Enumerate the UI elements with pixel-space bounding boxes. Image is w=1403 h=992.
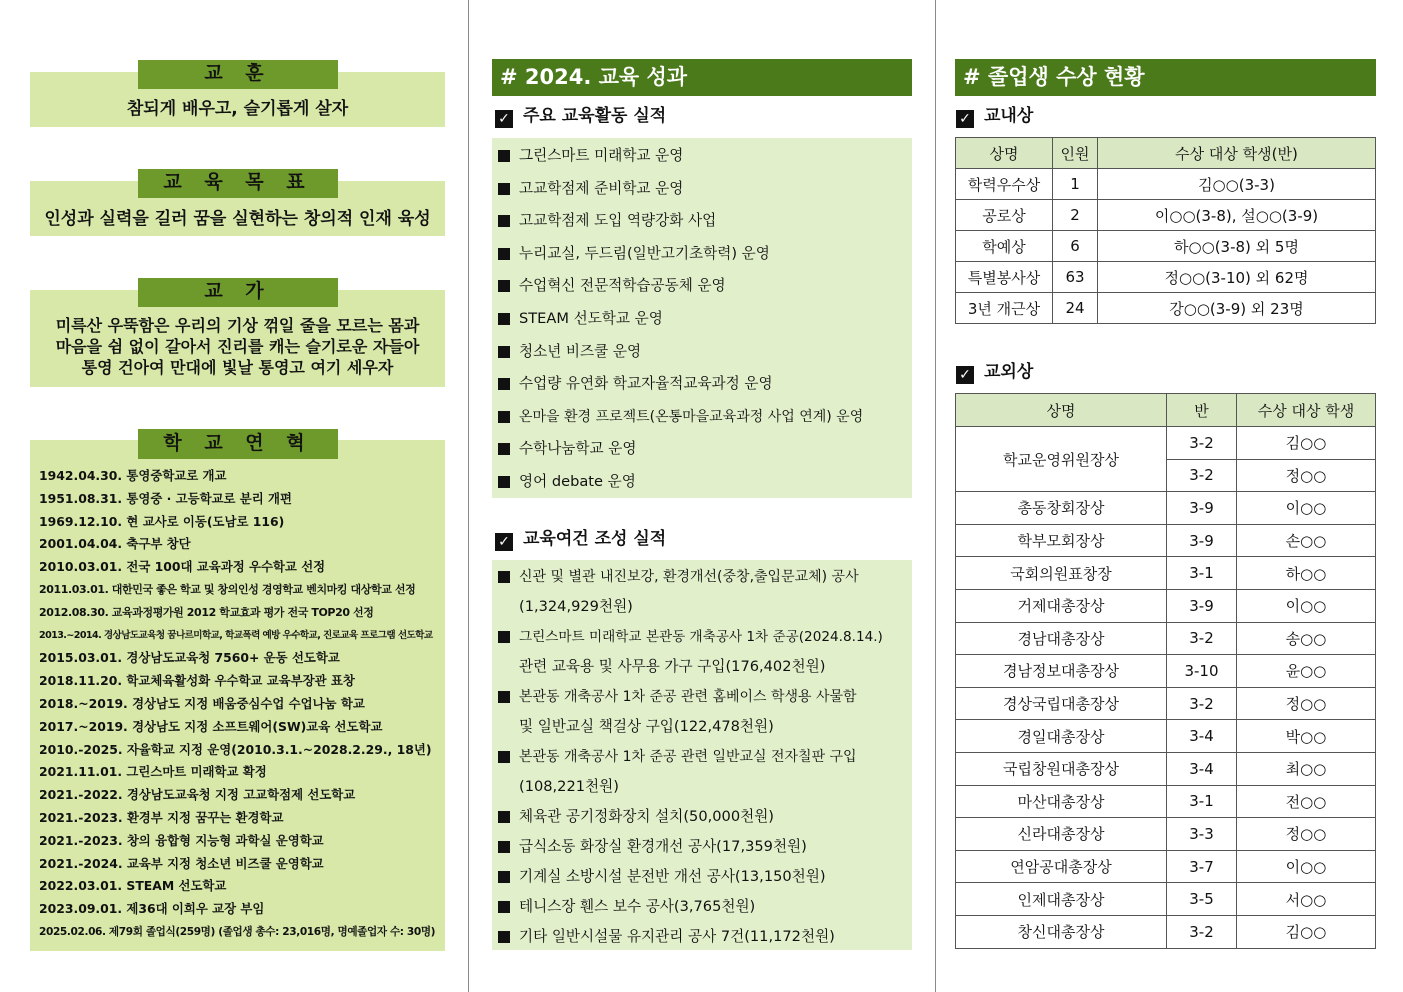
- award-student: 김○○: [1237, 427, 1376, 460]
- motto-title-label: 교 훈: [204, 62, 272, 84]
- award-class: 3-2: [1167, 427, 1237, 460]
- history-item: 2025.02.06. 제79회 졸업식(259명) (졸업생 총수: 23,016명, 명예졸업자 수: 30명): [39, 925, 436, 938]
- facility-text: 신관 및 별관 내진보강, 환경개선(중창,출입문교체) 공사: [519, 569, 859, 585]
- facility-text-cont: 관련 교육용 및 사무용 가구 구입(176,402천원): [519, 658, 826, 675]
- facility-text: 그린스마트 미래학교 본관동 개축공사 1차 준공(2024.8.14.): [519, 629, 883, 645]
- award-class: 3-2: [1167, 622, 1237, 655]
- table-row: [956, 589, 1376, 622]
- award-name: 학예상: [956, 231, 1053, 262]
- activity-text: 고교학점제 준비학교 운영: [519, 179, 684, 197]
- award-class: 3-2: [1167, 687, 1237, 720]
- list-item: [492, 308, 912, 341]
- internal-awards-subheading: [956, 104, 1033, 128]
- checkbox-icon: ✓: [495, 533, 513, 551]
- award-name: 학부모회장상: [956, 524, 1167, 557]
- award-student: 하○○: [1237, 557, 1376, 590]
- award-name: 마산대총장상: [956, 785, 1167, 818]
- award-student: 박○○: [1237, 720, 1376, 753]
- award-class: 3-4: [1167, 752, 1237, 785]
- list-item: [492, 210, 912, 243]
- award-name: 3년 개근상: [956, 293, 1053, 324]
- square-bullet-icon: [498, 443, 510, 455]
- award-students: 김○○(3-3): [1098, 169, 1376, 200]
- list-item: [492, 471, 912, 504]
- list-item: [492, 438, 912, 471]
- award-count: 24: [1053, 293, 1098, 324]
- square-bullet-icon: [498, 378, 510, 390]
- activity-text: 영어 debate 운영: [519, 472, 636, 490]
- history-item: 2021.-2024. 교육부 지정 청소년 비즈쿨 운영학교: [39, 855, 324, 871]
- internal-awards-table: [955, 137, 1376, 324]
- history-item: 2010.-2025. 자율학교 지정 운영(2010.3.1.~2028.2.29., 18년): [39, 741, 432, 757]
- list-item: [492, 892, 912, 922]
- song-title: [138, 278, 338, 307]
- table-header-row: [956, 138, 1376, 169]
- history-item: 2017.~2019. 경상남도 지정 소프트웨어(SW)교육 선도학교: [39, 718, 383, 734]
- award-student: 이○○: [1237, 589, 1376, 622]
- award-student: 정○○: [1237, 687, 1376, 720]
- activities-title: 주요 교육활동 실적: [523, 106, 667, 126]
- table-row: [956, 427, 1376, 460]
- activity-text: 그린스마트 미래학교 운영: [519, 147, 684, 164]
- award-name: 총동창회장상: [956, 492, 1167, 525]
- history-item: 2021.-2022. 경상남도교육청 지정 고교학점제 선도학교: [39, 787, 356, 803]
- award-name: 경남정보대총장상: [956, 655, 1167, 688]
- square-bullet-icon: [498, 183, 510, 195]
- facility-text: 본관동 개축공사 1차 준공 관련 일반교실 전자칠판 구입: [519, 749, 857, 765]
- activity-text: 누리교실, 두드림(일반고기초학력) 운영: [519, 244, 770, 262]
- award-count: 2: [1053, 200, 1098, 231]
- history-list: [39, 465, 443, 944]
- award-name: 경상국립대총장상: [956, 687, 1167, 720]
- goal-text: 인성과 실력을 길러 꿈을 실현하는 창의적 인재 육성: [44, 209, 431, 229]
- award-class: 3-1: [1167, 557, 1237, 590]
- history-title: [138, 429, 338, 459]
- list-item: [492, 341, 912, 374]
- square-bullet-icon: [498, 215, 510, 227]
- list-item: [492, 178, 912, 211]
- history-item: 2011.03.01. 대한민국 좋은 학교 및 창의인성 경영학교 벤치마킹 대상학교 선정: [39, 582, 416, 596]
- list-item: [492, 373, 912, 406]
- facilities-box: [492, 560, 912, 950]
- award-name: 국립창원대총장상: [956, 752, 1167, 785]
- award-class: 3-9: [1167, 589, 1237, 622]
- facility-text-cont: (1,324,929천원): [519, 598, 633, 615]
- award-name: 특별봉사상: [956, 262, 1053, 293]
- facility-text: 기타 일반시설물 유지관리 공사 7건(11,172천원): [519, 928, 835, 945]
- award-student: 이○○: [1237, 850, 1376, 883]
- history-item: 1969.12.10. 현 교사로 이동(도남로 116): [39, 513, 285, 529]
- award-name: 경일대총장상: [956, 720, 1167, 753]
- award-student: 최○○: [1237, 752, 1376, 785]
- award-student: 송○○: [1237, 622, 1376, 655]
- square-bullet-icon: [498, 811, 510, 823]
- list-item: [492, 682, 912, 742]
- award-name: 창신대총장상: [956, 915, 1167, 948]
- square-bullet-icon: [498, 411, 510, 423]
- facility-text: 급식소동 화장실 환경개선 공사(17,359천원): [519, 838, 807, 855]
- table-row: [956, 785, 1376, 818]
- history-item: 2023.09.01. 제36대 이희우 교장 부임: [39, 901, 265, 917]
- list-item: [492, 622, 912, 682]
- list-item: [492, 802, 912, 832]
- history-item: 2018.11.20. 학교체육활성화 우수학교 교육부장관 표창: [39, 673, 355, 689]
- column-divider-left: [468, 0, 469, 992]
- song-line-3: 통영 건아여 만대에 빛날 통영고 여기 세우자: [81, 358, 394, 377]
- song-line-1: 미륵산 우뚝함은 우리의 기상 꺾일 줄을 모르는 몸과: [55, 316, 420, 335]
- square-bullet-icon: [498, 931, 510, 943]
- history-item: 2001.04.04. 축구부 창단: [39, 536, 191, 552]
- activities-subheading: [495, 104, 666, 128]
- square-bullet-icon: [498, 280, 510, 292]
- award-class: 3-9: [1167, 492, 1237, 525]
- column-header: 반: [1167, 394, 1237, 427]
- history-item: 2022.03.01. STEAM 선도학교: [39, 878, 227, 894]
- table-row: [956, 492, 1376, 525]
- list-item: [492, 275, 912, 308]
- table-row: [956, 231, 1376, 262]
- square-bullet-icon: [498, 248, 510, 260]
- table-row: [956, 752, 1376, 785]
- award-count: 63: [1053, 262, 1098, 293]
- list-item: [492, 832, 912, 862]
- activity-text: STEAM 선도학교 운영: [519, 309, 663, 327]
- award-count: 6: [1053, 231, 1098, 262]
- award-class: 3-4: [1167, 720, 1237, 753]
- facility-text-cont: (108,221천원): [519, 778, 619, 795]
- award-name: 경남대총장상: [956, 622, 1167, 655]
- external-awards-title: 교외상: [984, 362, 1034, 382]
- table-row: [956, 524, 1376, 557]
- column-header: 수상 대상 학생: [1237, 394, 1376, 427]
- history-item: 2021.-2023. 창의 융합형 지능형 과학실 운영학교: [39, 832, 324, 848]
- award-class: 3-7: [1167, 850, 1237, 883]
- award-student: 손○○: [1237, 524, 1376, 557]
- square-bullet-icon: [498, 346, 510, 358]
- achievements-title: # 2024. 교육 성과: [492, 59, 912, 96]
- column-header: 수상 대상 학생(반): [1098, 138, 1376, 169]
- song-title-label: 교 가: [204, 280, 272, 302]
- square-bullet-icon: [498, 631, 510, 643]
- activity-text: 수학나눔학교 운영: [519, 440, 637, 458]
- history-item: 2021.11.01. 그린스마트 미래학교 확정: [39, 764, 267, 780]
- award-students: 강○○(3-9) 외 23명: [1098, 293, 1376, 324]
- activity-text: 청소년 비즈쿨 운영: [519, 342, 642, 360]
- activity-text: 고교학점제 도입 역량강화 사업: [519, 212, 717, 230]
- square-bullet-icon: [498, 901, 510, 913]
- square-bullet-icon: [498, 871, 510, 883]
- table-row: [956, 850, 1376, 883]
- award-students: 이○○(3-8), 설○○(3-9): [1098, 200, 1376, 231]
- activity-text: 수업혁신 전문적학습공동체 운영: [519, 277, 726, 295]
- square-bullet-icon: [498, 476, 510, 488]
- table-row: [956, 169, 1376, 200]
- motto-title: [138, 60, 338, 89]
- checkbox-icon: ✓: [956, 366, 974, 384]
- award-student: 이○○: [1237, 492, 1376, 525]
- list-item: [492, 922, 912, 952]
- square-bullet-icon: [498, 571, 510, 583]
- facilities-subheading: [495, 527, 666, 551]
- award-name: 학력우수상: [956, 169, 1053, 200]
- activity-text: 온마을 환경 프로젝트(온통마을교육과정 사업 연계) 운영: [519, 408, 864, 425]
- history-item: 2013.~2014. 경상남도교육청 꿈나르미학교, 학교폭력 예방 우수학교, 진로교육 프로그램 선도학교: [39, 629, 433, 641]
- list-item: [492, 406, 912, 439]
- table-row: [956, 262, 1376, 293]
- award-class: 3-5: [1167, 883, 1237, 916]
- column-divider-right: [935, 0, 936, 992]
- award-class: 3-2: [1167, 459, 1237, 492]
- awards-title: # 졸업생 수상 현황: [955, 59, 1376, 96]
- table-header-row: [956, 394, 1376, 427]
- facility-text: 테니스장 휀스 보수 공사(3,765천원): [519, 898, 756, 915]
- award-name: 인제대총장상: [956, 883, 1167, 916]
- award-class: 3-9: [1167, 524, 1237, 557]
- motto-text: 참되게 배우고, 슬기롭게 살자: [126, 99, 349, 119]
- award-student: 정○○: [1237, 459, 1376, 492]
- square-bullet-icon: [498, 751, 510, 763]
- list-item: [492, 562, 912, 622]
- award-student: 윤○○: [1237, 655, 1376, 688]
- table-row: [956, 622, 1376, 655]
- award-student: 전○○: [1237, 785, 1376, 818]
- award-students: 정○○(3-10) 외 62명: [1098, 262, 1376, 293]
- facilities-list: [492, 562, 912, 952]
- square-bullet-icon: [498, 841, 510, 853]
- checkbox-icon: ✓: [495, 110, 513, 128]
- table-row: [956, 200, 1376, 231]
- square-bullet-icon: [498, 313, 510, 325]
- award-name: 신라대총장상: [956, 818, 1167, 851]
- facility-text: 기계실 소방시설 분전반 개선 공사(13,150천원): [519, 868, 826, 885]
- table-row: [956, 655, 1376, 688]
- table-row: [956, 883, 1376, 916]
- award-class: 3-1: [1167, 785, 1237, 818]
- column-header: 상명: [956, 394, 1167, 427]
- award-count: 1: [1053, 169, 1098, 200]
- external-awards-table: [955, 393, 1376, 949]
- facility-text: 체육관 공기정화장치 설치(50,000천원): [519, 808, 774, 825]
- checkbox-icon: ✓: [956, 110, 974, 128]
- award-name: 국회의원표창장: [956, 557, 1167, 590]
- history-item: 1942.04.30. 통영중학교로 개교: [39, 468, 227, 483]
- list-item: [492, 862, 912, 892]
- award-class: 3-2: [1167, 915, 1237, 948]
- column-header: 상명: [956, 138, 1053, 169]
- table-row: [956, 720, 1376, 753]
- list-item: [492, 145, 912, 178]
- table-row: [956, 687, 1376, 720]
- goal-title-label: 교 육 목 표: [163, 171, 313, 193]
- award-students: 하○○(3-8) 외 5명: [1098, 231, 1376, 262]
- award-class: 3-3: [1167, 818, 1237, 851]
- list-item: [492, 742, 912, 802]
- table-row: [956, 557, 1376, 590]
- award-name: 연암공대총장상: [956, 850, 1167, 883]
- list-item: [492, 243, 912, 276]
- award-name: 거제대총장상: [956, 589, 1167, 622]
- history-item: 1951.08.31. 통영중 · 고등학교로 분리 개편: [39, 490, 292, 506]
- history-item: 2015.03.01. 경상남도교육청 7560+ 운동 선도학교: [39, 650, 340, 666]
- history-item: 2010.03.01. 전국 100대 교육과정 우수학교 선정: [39, 559, 326, 575]
- award-name: 학교운영위원장상: [956, 427, 1167, 492]
- award-name: 공로상: [956, 200, 1053, 231]
- table-row: [956, 293, 1376, 324]
- facility-text: 본관동 개축공사 1차 준공 관련 홈베이스 학생용 사물함: [519, 689, 857, 705]
- history-item: 2018.~2019. 경상남도 지정 배움중심수업 수업나눔 학교: [39, 695, 365, 711]
- square-bullet-icon: [498, 691, 510, 703]
- history-title-label: 학 교 연 혁: [163, 432, 313, 454]
- square-bullet-icon: [498, 150, 510, 162]
- activities-list: [492, 145, 912, 504]
- table-row: [956, 915, 1376, 948]
- history-item: 2021.-2023. 환경부 지정 꿈꾸는 환경학교: [39, 809, 284, 825]
- song-line-2: 마음을 쉼 없이 갈아서 진리를 캐는 슬기로운 자들아: [55, 337, 420, 356]
- external-awards-subheading: [956, 360, 1033, 384]
- table-row: [956, 818, 1376, 851]
- facilities-title: 교육여건 조성 실적: [523, 529, 667, 549]
- award-student: 정○○: [1237, 818, 1376, 851]
- award-class: 3-10: [1167, 655, 1237, 688]
- column-header: 인원: [1053, 138, 1098, 169]
- activity-text: 수업량 유연화 학교자율적교육과정 운영: [519, 375, 773, 393]
- facility-text-cont: 및 일반교실 책걸상 구입(122,478천원): [519, 718, 774, 735]
- goal-title: [138, 169, 338, 198]
- history-item: 2012.08.30. 교육과정평가원 2012 학교효과 평가 전국 TOP20 선정: [39, 605, 374, 619]
- internal-awards-title: 교내상: [984, 106, 1034, 126]
- award-student: 서○○: [1237, 883, 1376, 916]
- activities-box: [492, 138, 912, 498]
- award-student: 김○○: [1237, 915, 1376, 948]
